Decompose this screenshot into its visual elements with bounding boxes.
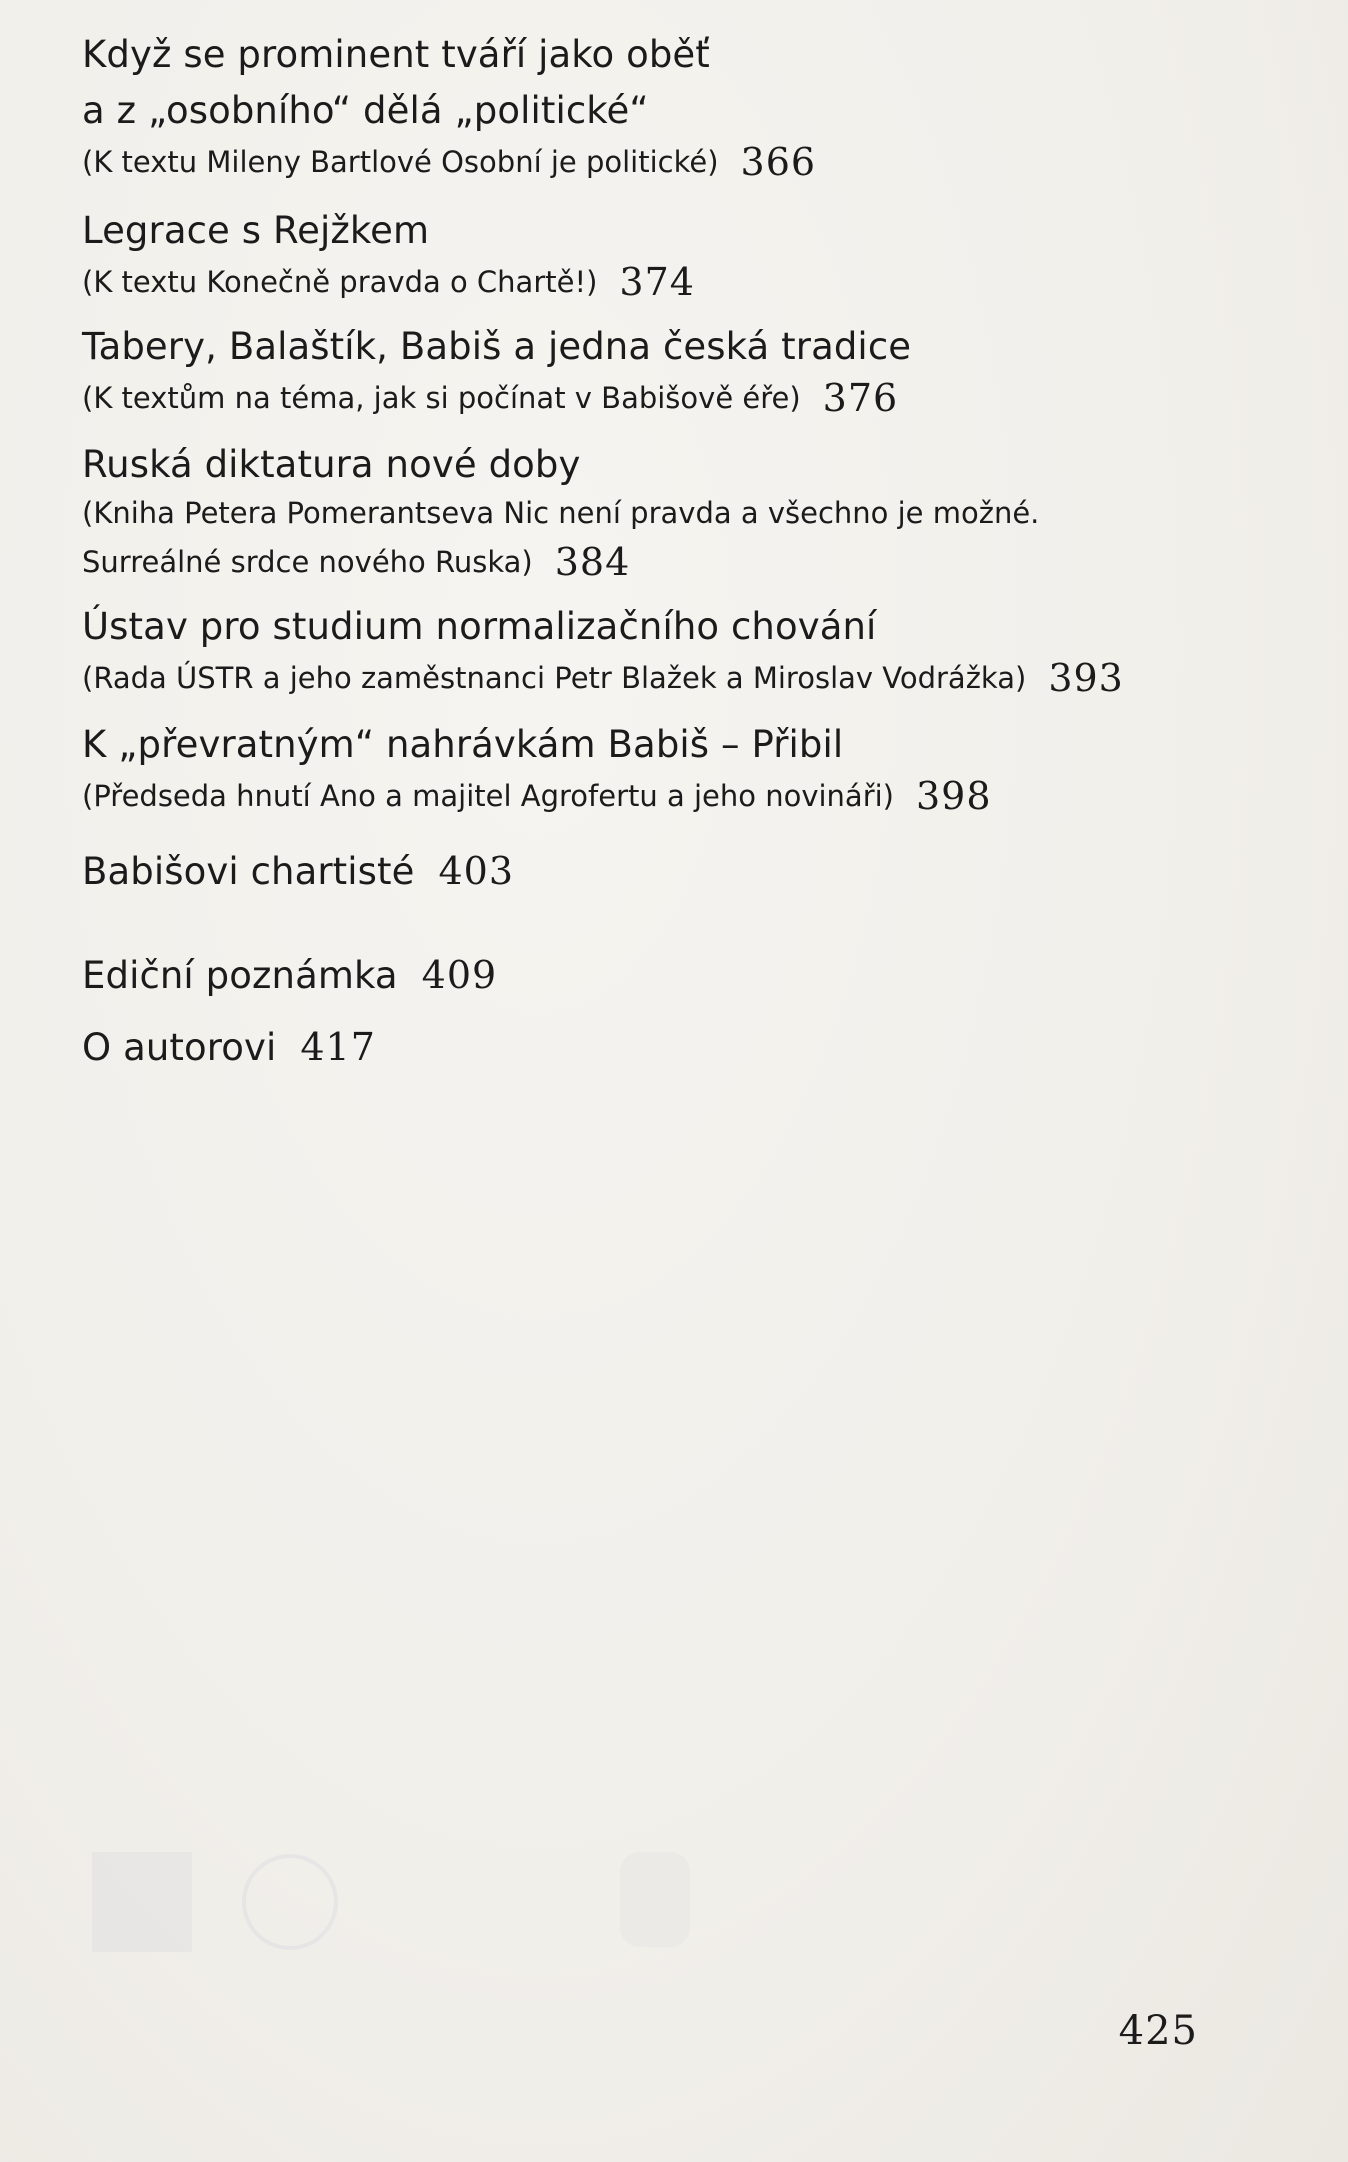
toc-entry [82, 720, 1282, 819]
page-number: 366 [740, 140, 817, 184]
entry-title: Legrace s Rejžkem [82, 209, 430, 252]
page-number: 417 [300, 1025, 376, 1069]
toc-entry [82, 1022, 1282, 1073]
entry-subtitle: (Kniha Petera Pomerantseva Nic není pravda a všechno je možné. [82, 496, 1040, 530]
page-folio: 425 [1118, 2008, 1198, 2054]
entry-subtitle-row [82, 770, 1282, 819]
page-number: 376 [822, 376, 899, 420]
page-number: 398 [916, 774, 992, 818]
entry-subtitle: (Rada ÚSTR a jeho zaměstnanci Petr Blažek a Miroslav Vodrážka) [82, 661, 1027, 695]
toc-entry [82, 30, 1282, 185]
entry-title: Ústav pro studium normalizačního chování [82, 605, 877, 648]
entry-subtitle: (K textu Mileny Bartlové Osobní je politické) [82, 145, 719, 179]
page-number: 403 [438, 849, 515, 893]
entry-subtitle-row [82, 256, 1282, 305]
show-through-logo-block [92, 1852, 192, 1952]
entry-title: a z „osobního“ dělá „politické“ [82, 89, 649, 132]
entry-subtitle: (K textu Konečně pravda o Chartě!) [82, 265, 598, 299]
toc-entry [82, 322, 1282, 421]
entry-title: Když se prominent tváří jako oběť [82, 33, 710, 76]
entry-title: K „převratným“ nahrávkám Babiš – Přibil [82, 723, 844, 766]
entry-subtitle-row [82, 136, 1282, 185]
page-number: 393 [1048, 656, 1124, 700]
entry-title: Babišovi chartisté [82, 850, 415, 893]
toc-entry [82, 440, 1282, 585]
show-through-crest [620, 1852, 690, 1947]
entry-subtitle-row [82, 536, 1282, 585]
entry-subtitle-row [82, 372, 1282, 421]
entry-subtitle: Surreálné srdce nového Ruska) [82, 545, 533, 579]
entry-subtitle: (Předseda hnutí Ano a majitel Agrofertu a jeho novináři) [82, 779, 894, 813]
entry-title-row [82, 950, 1282, 1001]
entry-title: Tabery, Balaštík, Babiš a jedna česká tradice [82, 325, 912, 368]
entry-subtitle: (K textům na téma, jak si počínat v Babišově éře) [82, 381, 801, 415]
toc-entry [82, 206, 1282, 305]
show-through-emblem [244, 1856, 336, 1948]
entry-title: O autorovi [82, 1026, 277, 1069]
entry-title-row [82, 1022, 1282, 1073]
toc-entry [82, 950, 1282, 1001]
entry-title: Ediční poznámka [82, 954, 398, 997]
page-number: 384 [554, 540, 631, 584]
entry-title: Ruská diktatura nové doby [82, 443, 581, 486]
entry-subtitle-row [82, 652, 1282, 701]
page-number: 409 [421, 953, 498, 997]
page-number: 374 [619, 260, 695, 304]
toc-entry [82, 602, 1282, 701]
entry-title-row [82, 846, 1282, 897]
toc-entry [82, 846, 1282, 897]
